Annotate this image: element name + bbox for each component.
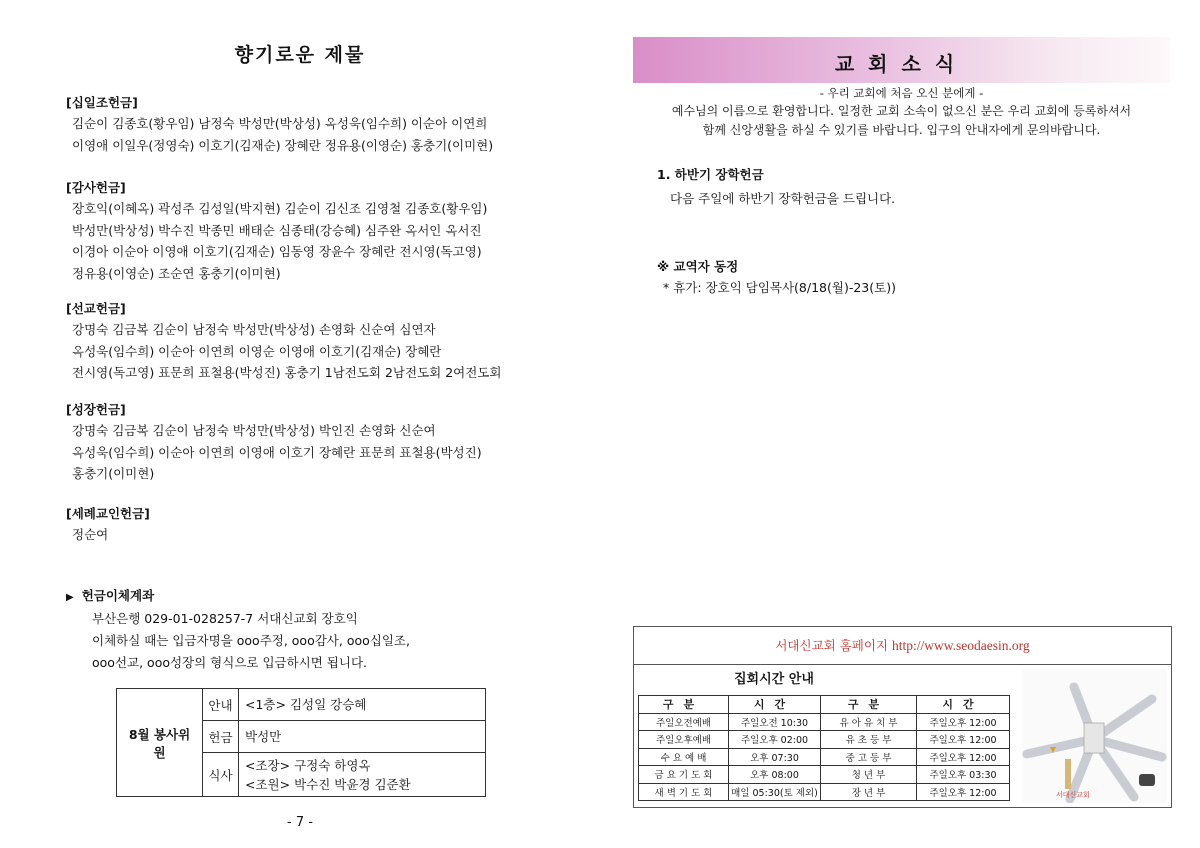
volunteer-value	[239, 753, 486, 797]
page-number: - 7 -	[287, 815, 313, 830]
page-title: 향기로운 제물	[234, 44, 366, 66]
volunteer-category: 안내	[203, 689, 239, 721]
news-heading: 1. 하반기 장학헌금	[657, 167, 764, 182]
column-header: 시간	[729, 696, 821, 714]
transfer-line: 이체하실 때는 입금자명을 ooo주정, ooo감사, ooo십일조,	[92, 633, 410, 648]
table-cell: 유 아 유 치 부	[821, 713, 917, 731]
table-cell: 청 년 부	[821, 766, 917, 784]
volunteer-value-line: <조장> 구정숙 하영옥	[245, 757, 371, 773]
table-cell: 장 년 부	[821, 783, 917, 801]
section-line: 장호익(이혜옥) 곽성주 김성일(박지현) 김순이 김신조 김영철 김종호(황우임)	[72, 201, 488, 216]
table-row	[639, 731, 1010, 749]
column-header: 구분	[639, 696, 729, 714]
section-heading: [세례교인헌금]	[66, 506, 150, 521]
table-cell: 오후 08:00	[729, 766, 821, 784]
table-row	[117, 689, 486, 721]
transfer-heading	[66, 585, 566, 608]
table-cell: 새 벽 기 도 회	[639, 783, 729, 801]
volunteer-value-line: <조원> 박수진 박윤경 김준환	[245, 776, 411, 792]
section-line: 이영애 이일우(정영숙) 이호기(김재순) 장혜란 정유용(이영순) 홍충기(이미현)	[72, 137, 494, 153]
table-cell: 주일오후 12:00	[917, 731, 1010, 749]
table-cell: 금 요 기 도 회	[639, 766, 729, 784]
minister-body: * 휴가: 장호익 담임목사(8/18(월)-23(토))	[663, 280, 896, 295]
baptized-section	[66, 503, 566, 546]
table-row	[639, 766, 1010, 784]
table-cell: 주일오후 12:00	[917, 783, 1010, 801]
transfer-line: 부산은행 029-01-028257-7 서대신교회 장호익	[92, 611, 358, 626]
growth-section	[66, 399, 566, 485]
section-heading: [성장헌금]	[66, 402, 126, 417]
section-line: 이경아 이순아 이영애 이호기(김재순) 임동영 장윤수 장혜란 전시영(독고영)	[72, 244, 482, 259]
table-cell: 매일 05:30(토 제외)	[729, 783, 821, 801]
table-cell: 오후 07:30	[729, 748, 821, 766]
transfer-account	[66, 585, 566, 674]
table-cell: 주일오후 02:00	[729, 731, 821, 749]
thanks-section	[66, 177, 566, 284]
table-cell: 주일오전예배	[639, 713, 729, 731]
news-banner	[633, 37, 1170, 83]
table-header-row	[639, 696, 1010, 714]
info-box	[633, 626, 1172, 808]
section-heading: [선교헌금]	[66, 301, 126, 316]
volunteer-category: 헌금	[203, 721, 239, 753]
table-cell: 유 초 등 부	[821, 731, 917, 749]
volunteer-value: <1층> 김성일 강승혜	[239, 689, 486, 721]
volunteer-table	[116, 688, 486, 797]
minister-heading: ※ 교역자 동정	[657, 259, 739, 274]
table-row	[639, 748, 1010, 766]
welcome-line: 함께 신앙생활을 하실 수 있기를 바랍니다. 입구의 안내자에게 문의바랍니다.	[702, 123, 1101, 137]
welcome-subtitle: - 우리 교회에 처음 오신 분에게 -	[819, 86, 984, 100]
volunteer-heading: 8월 봉사위원	[117, 689, 203, 797]
table-cell: 주일오후 12:00	[917, 713, 1010, 731]
column-header: 시간	[917, 696, 1010, 714]
homepage-link[interactable]: http://www.seodaesin.org	[892, 638, 1030, 653]
map-church-label: 서대신교회	[1056, 791, 1090, 799]
section-line: 정순여	[72, 527, 109, 542]
table-cell: 주일오전 10:30	[729, 713, 821, 731]
church-location-map	[1022, 669, 1167, 803]
section-line: 옥성욱(임수희) 이순아 이연희 이영애 이호기 장혜란 표문희 표철용(박성진)	[72, 444, 482, 460]
table-cell: 중 고 등 부	[821, 748, 917, 766]
schedule-table	[638, 695, 1010, 801]
homepage-label: 서대신교회 홈페이지	[775, 638, 889, 653]
section-line: 박성만(박상성) 박수진 박종민 배태순 심종태(강승혜) 심주완 옥서인 옥서진	[72, 222, 482, 238]
table-cell: 주일오후 12:00	[917, 748, 1010, 766]
section-heading: [감사헌금]	[66, 180, 126, 195]
mission-section	[66, 298, 566, 384]
volunteer-value: 박성만	[239, 721, 486, 753]
section-heading: [십일조헌금]	[66, 95, 138, 110]
table-cell: 주일오후예배	[639, 731, 729, 749]
banner-title: 교회소식	[834, 52, 969, 76]
tithe-section	[66, 92, 566, 156]
volunteer-category: 식사	[203, 753, 239, 797]
table-cell: 주일오후 03:30	[917, 766, 1010, 784]
transfer-heading-text: 헌금이체계좌	[81, 588, 155, 603]
news-body: 다음 주일에 하반기 장학헌금을 드립니다.	[670, 191, 896, 206]
section-line: 강명숙 김금복 김순이 남정숙 박성만(박상성) 손영화 신순여 심연자	[72, 322, 436, 337]
section-line: 김순이 김종호(황우임) 남정숙 박성만(박상성) 옥성욱(임수희) 이순아 이연희	[72, 116, 488, 131]
section-line: 강명숙 김금복 김순이 남정숙 박성만(박상성) 박인진 손영화 신순여	[72, 423, 436, 438]
table-row	[639, 783, 1010, 801]
welcome-line: 예수님의 이름으로 환영합니다. 일정한 교회 소속이 없으신 분은 우리 교회에 등록하셔서	[671, 104, 1132, 118]
table-row	[639, 713, 1010, 731]
table-cell: 수 요 예 배	[639, 748, 729, 766]
column-header: 구분	[821, 696, 917, 714]
homepage-banner	[634, 627, 1171, 665]
transfer-line: ooo선교, ooo성장의 형식으로 입금하시면 됩니다.	[92, 655, 368, 670]
section-line: 전시영(독고영) 표문희 표철용(박성진) 홍충기 1남전도회 2남전도회 2여전도회	[72, 365, 502, 380]
triangle-right-icon: ▶	[66, 592, 74, 603]
section-line: 홍충기(이미현)	[72, 466, 155, 481]
meeting-title: 집회시간 안내	[734, 672, 814, 687]
section-line: 정유용(이영순) 조순연 홍충기(이미현)	[72, 265, 281, 281]
section-line: 옥성욱(임수희) 이순아 이연희 이영순 이영애 이호기(김재순) 장혜란	[72, 343, 442, 359]
